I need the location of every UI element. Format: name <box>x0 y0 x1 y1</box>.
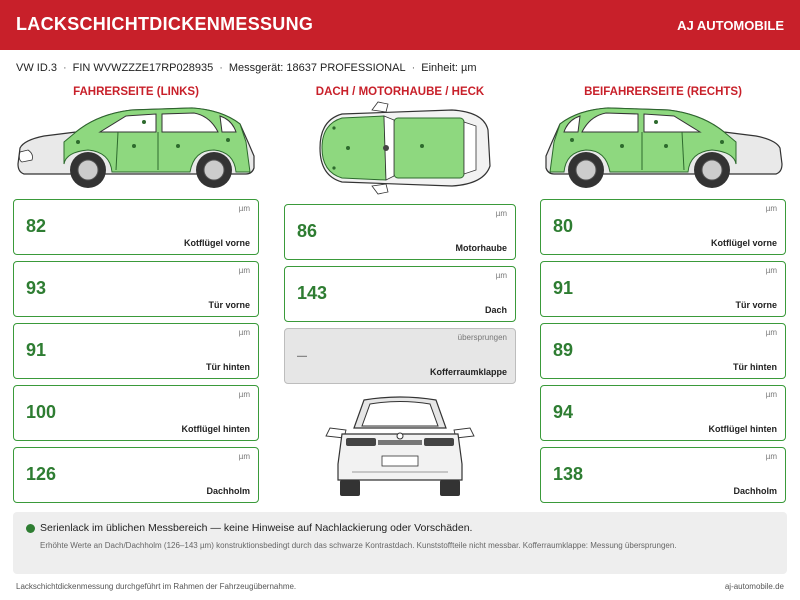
measuring-device: Messgerät: 18637 PROFESSIONAL <box>228 62 406 74</box>
car-side-right-icon <box>541 102 786 194</box>
brand-name: AJ AUTOMOBILE <box>677 18 784 33</box>
meta-separator: · <box>411 62 416 74</box>
car-top-icon <box>302 100 496 196</box>
measurement-value: 94 <box>553 402 574 422</box>
measurement-card <box>540 447 786 503</box>
measurement-value: 93 <box>26 278 47 298</box>
car-side-left-icon <box>14 102 259 194</box>
measurement-part: Tür hinten <box>733 362 777 372</box>
measurement-card <box>13 385 259 441</box>
measurement-unit: µm <box>495 209 507 218</box>
measurement-value: 143 <box>297 283 328 303</box>
column-title-passenger-side: BEIFAHRERSEITE (RECHTS) <box>584 86 742 98</box>
measurement-value: 138 <box>553 464 584 484</box>
car-rear-icon <box>324 394 476 502</box>
measurement-unit: µm <box>495 271 507 280</box>
measurement-part: Dach <box>484 305 507 315</box>
status-ok-icon <box>26 524 35 533</box>
summary-main-text: Serienlack im üblichen Messbereich — keine Hinweise auf Nachlackierung oder Vorschäden. <box>40 522 473 534</box>
measurement-card <box>13 199 259 255</box>
summary-note <box>13 512 787 574</box>
measurement-value: 80 <box>553 216 574 236</box>
measurement-part: Kotflügel hinten <box>181 424 250 434</box>
measurement-unit: µm <box>765 328 777 337</box>
measurement-part: Kotflügel hinten <box>708 424 777 434</box>
vehicle-meta <box>16 62 477 74</box>
measurement-card <box>284 204 516 260</box>
measurement-value: – <box>297 345 308 365</box>
measurement-unit: µm <box>238 328 250 337</box>
measurement-part: Tür vorne <box>208 300 250 310</box>
measurement-unit: Einheit: µm <box>421 62 477 74</box>
measurement-value: 82 <box>26 216 47 236</box>
measurement-value: 89 <box>553 340 574 360</box>
measurement-value: 86 <box>297 221 318 241</box>
measurement-part: Tür vorne <box>735 300 777 310</box>
measurement-unit: µm <box>765 266 777 275</box>
measurement-card <box>13 447 259 503</box>
measurement-value: 91 <box>553 278 574 298</box>
measurement-unit: µm <box>238 452 250 461</box>
column-title-roof-hood-rear: DACH / MOTORHAUBE / HECK <box>315 86 485 98</box>
vehicle-model: VW ID.3 <box>16 62 57 74</box>
measurement-part: Kotflügel vorne <box>710 238 777 248</box>
measurement-card <box>540 323 786 379</box>
measurement-unit: übersprungen <box>457 333 507 342</box>
measurement-unit: µm <box>765 390 777 399</box>
measurement-unit: µm <box>765 204 777 213</box>
measurement-part: Kotflügel vorne <box>183 238 250 248</box>
measurement-card <box>13 323 259 379</box>
measurement-unit: µm <box>238 204 250 213</box>
measurement-part: Tür hinten <box>206 362 250 372</box>
measurement-unit: µm <box>238 390 250 399</box>
measurement-part: Dachholm <box>733 486 777 496</box>
measurement-card <box>540 385 786 441</box>
measurement-card <box>284 266 516 322</box>
measurement-unit: µm <box>765 452 777 461</box>
footer-link[interactable]: aj-automobile.de <box>724 582 784 591</box>
measurement-value: 100 <box>26 402 57 422</box>
column-title-driver-side: FAHRERSEITE (LINKS) <box>73 86 199 98</box>
measurement-card <box>13 261 259 317</box>
measurement-part: Dachholm <box>206 486 250 496</box>
measurement-part: Motorhaube <box>455 243 507 253</box>
measurement-card <box>540 199 786 255</box>
measurement-value: 91 <box>26 340 47 360</box>
meta-separator: · <box>62 62 67 74</box>
summary-detail-text: Erhöhte Werte an Dach/Dachholm (126–143 µm) konstruktionsbedingt durch das schwarze Kontrastdach. Kunststoffteile nicht messbar. Kofferraumklappe: Messung übersprungen. <box>40 541 677 550</box>
page-title: LACKSCHICHTDICKENMESSUNG <box>16 14 314 34</box>
footer-text: Lackschichtdickenmessung durchgeführt im Rahmen der Fahrzeugübernahme. <box>16 582 297 591</box>
measurement-card <box>284 328 516 384</box>
meta-separator: · <box>219 62 223 74</box>
measurement-value: 126 <box>26 464 57 484</box>
header-bar <box>0 0 800 50</box>
measurement-card <box>540 261 786 317</box>
measurement-part: Kofferraumklappe <box>429 367 507 377</box>
vehicle-vin: FIN WVWZZZE17RP028935 <box>72 62 214 74</box>
measurement-unit: µm <box>238 266 250 275</box>
